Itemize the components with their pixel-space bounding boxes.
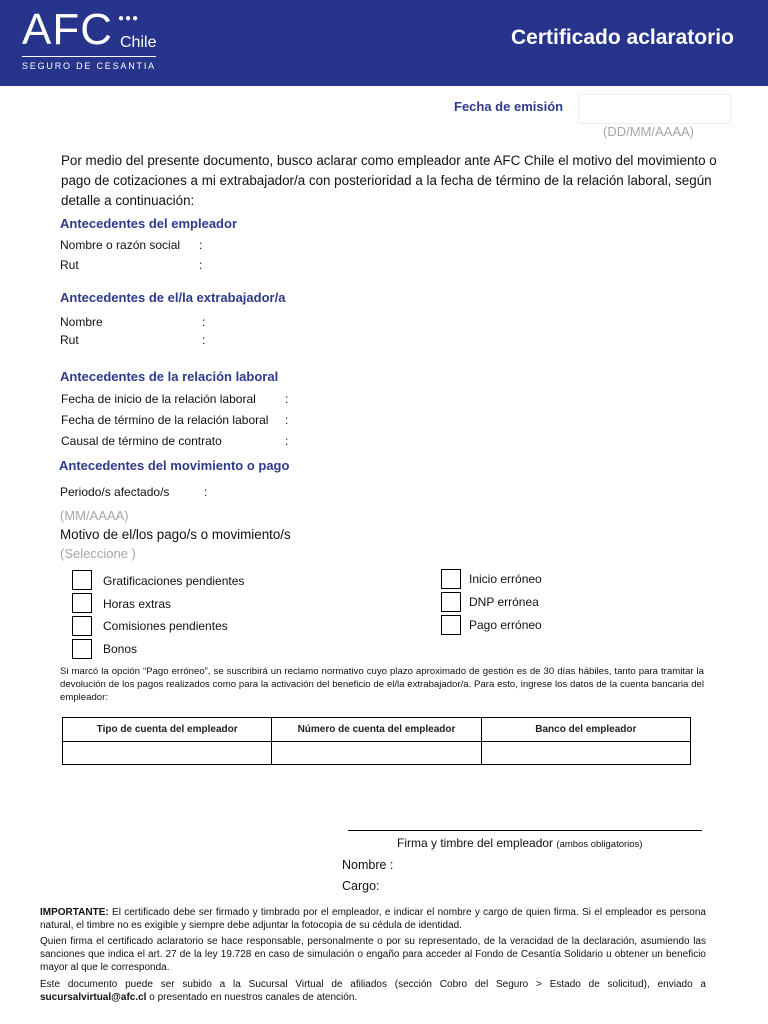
checkbox-horas-extras[interactable] [72,593,92,613]
periodo-input[interactable]: (MM/AAAA) [60,508,129,523]
option-label: Pago erróneo [469,618,542,632]
email-link[interactable]: sucursalvirtual@afc.cl [40,992,147,1003]
footer-text: o presentado en nuestros canales de atención. [146,992,358,1003]
numero-cuenta-cell[interactable] [272,742,481,765]
footer-submission [40,978,706,1004]
colon: : [285,392,289,406]
intro-paragraph: Por medio del presente documento, busco aclarar como empleador ante AFC Chile el motivo del movimiento o pago de cotizaciones a mi extrabajador/a con posterioridad a la fecha de término de la relación laboral, según detalle a continuación: [61,153,717,208]
logo-dots: ●●● [118,13,140,24]
section-movimiento-title: Antecedentes del movimiento o pago [59,458,290,473]
checkbox-comisiones[interactable] [72,616,92,636]
tipo-cuenta-cell[interactable] [63,742,272,765]
section-empleador-title: Antecedentes del empleador [60,216,237,231]
table-header: Banco del empleador [481,718,690,742]
pago-erroneo-note: Si marcó la opción “Pago erróneo”, se suscribirá un reclamo normativo cuyo plazo aproximado de gestión es de 30 días hábiles, tanto para tramitar la devolución de los pagos realizados como para la activación del beneficio de el/la extrabajador/a. Para esto, ingrese los datos de la cuenta bancaria del empleador: [60,666,704,703]
option-label: DNP errónea [469,595,539,609]
important-label: IMPORTANTE: [40,907,109,918]
checkbox-dnp-erronea[interactable] [441,592,461,612]
option-label: Horas extras [103,597,172,611]
option-label: Bonos [103,642,138,656]
bank-account-table [62,717,691,765]
relacion-termino-label: Fecha de término de la relación laboral [61,413,269,427]
table-header: Número de cuenta del empleador [272,718,481,742]
checkbox-bonos[interactable] [72,639,92,659]
signature-note: (ambos obligatorios) [556,839,643,850]
banco-cell[interactable] [481,742,690,765]
logo-tagline: SEGURO DE CESANTIA [22,61,156,71]
checkbox-inicio-erroneo[interactable] [441,569,461,589]
fecha-emision-label: Fecha de emisión [454,99,564,114]
motivo-label: Motivo de el/los pago/s o movimiento/s [60,527,291,542]
checkbox-gratificaciones[interactable] [72,570,92,590]
colon: : [199,258,203,272]
colon: : [285,434,289,448]
signer-role-label: Cargo: [342,879,380,893]
option-label: Inicio erróneo [469,572,542,586]
relacion-causal-label: Causal de término de contrato [61,434,222,448]
signature-label: Firma y timbre del empleador [397,836,554,850]
empleador-rut-label: Rut [60,258,79,272]
colon: : [285,413,289,427]
option-label: Comisiones pendientes [103,619,228,633]
footer-responsibility: Quien firma el certificado aclaratorio se hace responsable, personalmente o por su representado, de la veracidad de la declaración, asumiendo las sanciones que indica el art. 27 de la ley 19.728 en caso de simulación o engaño para acceder al Fondo de Cesantía Solidario u obtener un beneficio mayor al que le corresponda. [40,936,706,973]
signer-name-label: Nombre : [342,858,394,872]
colon: : [204,485,208,499]
footer-text: Este documento puede ser subido a la Sucursal Virtual de afiliados (sección Cobro del Seguro > Estado de solicitud), enviado a [40,979,706,990]
checkbox-pago-erroneo[interactable] [441,615,461,635]
relacion-inicio-label: Fecha de inicio de la relación laboral [61,392,256,406]
colon: : [199,238,203,252]
colon: : [202,333,206,347]
empleador-nombre-label: Nombre o razón social [60,238,181,252]
motivo-select[interactable]: (Seleccione ) [60,546,136,561]
fecha-emision-hint: (DD/MM/AAAA) [603,124,694,139]
signature-line [348,830,702,831]
footer-important [40,906,706,932]
document-title: Certificado aclaratorio [511,26,734,49]
section-extrabajador-title: Antecedentes de el/la extrabajador/a [60,290,286,305]
footer-text: El certificado debe ser firmado y timbrado por el empleador, e indicar el nombre y cargo de quien firma. Si el empleador es persona natural, el timbre no es exigible y siempre debe adjuntar la fotocopia de su cédula de identidad. [40,907,706,931]
fecha-emision-field[interactable] [578,94,731,124]
signature-caption [397,835,642,853]
option-label: Gratificaciones pendientes [103,574,245,588]
periodo-label: Periodo/s afectado/s [60,485,170,499]
section-relacion-title: Antecedentes de la relación laboral [60,369,279,384]
colon: : [202,315,206,329]
logo-chile: Chile [120,34,157,51]
extrabajador-rut-label: Rut [60,333,79,347]
logo-afc: AFC [22,5,113,54]
extrabajador-nombre-label: Nombre [60,315,103,329]
table-header: Tipo de cuenta del empleador [63,718,272,742]
logo-divider [22,56,156,57]
